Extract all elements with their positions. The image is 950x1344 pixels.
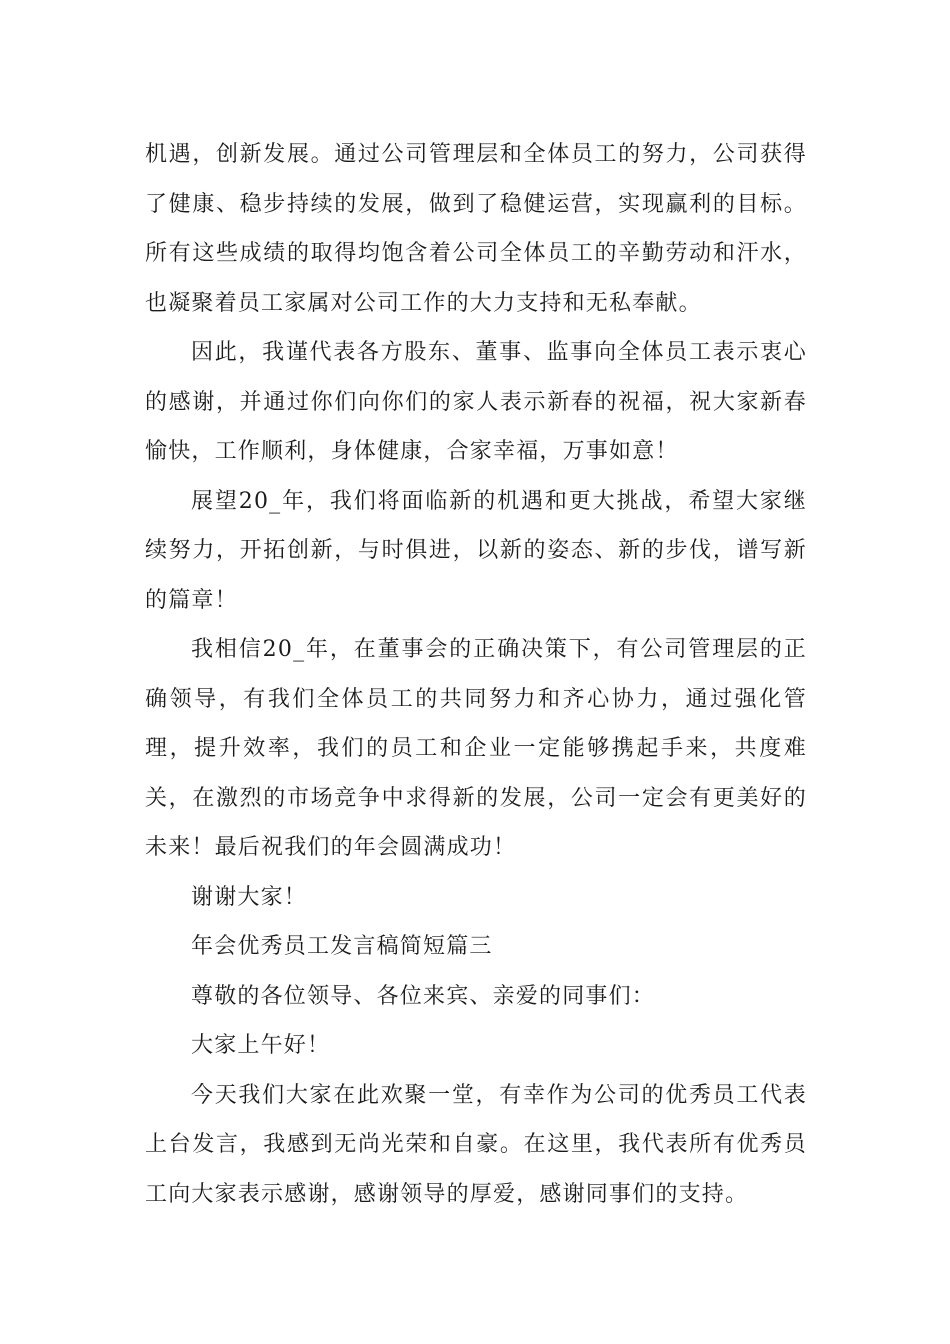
greeting: 大家上午好！	[191, 1033, 331, 1058]
paragraph-closing: 谢谢大家！	[191, 884, 308, 910]
paragraph-belief: 我相信20_年，在董事会的正确决策下，有公司管理层的正确领导，有我们全体员工的共同努力和齐心协力，通过强化管理，提升效率，我们的员工和企业一定能够携起手来，共度难关，在激烈的市场竞争中求得新的发展，公司一定会有更美好的未来！最后祝我们的年会圆满成功！	[145, 637, 807, 860]
section-heading: 年会优秀员工发言稿简短篇三	[191, 934, 493, 959]
paragraph-outlook: 展望20_年，我们将面临新的机遇和更大挑战，希望大家继续努力，开拓创新，与时俱进，以新的姿态、新的步伐，谱写新的篇章！	[145, 488, 807, 613]
paragraph-continuation: 机遇，创新发展。通过公司管理层和全体员工的努力，公司获得了健康、稳步持续的发展，做到了稳健运营，实现赢利的目标。所有这些成绩的取得均饱含着公司全体员工的辛勤劳动和汗水，也凝聚着员工家属对公司工作的大力支持和无私奉献。	[145, 142, 807, 316]
salutation: 尊敬的各位领导、各位来宾、亲爱的同事们：	[191, 983, 656, 1009]
paragraph-intro: 今天我们大家在此欢聚一堂，有幸作为公司的优秀员工代表上台发言，我感到无尚光荣和自豪。在这里，我代表所有优秀员工向大家表示感谢，感谢领导的厚爱，感谢同事们的支持。	[145, 1082, 807, 1207]
paragraph-thanks: 因此，我谨代表各方股东、董事、监事向全体员工表示衷心的感谢，并通过你们向你们的家人表示新春的祝福，祝大家新春愉快，工作顺利，身体健康，合家幸福，万事如意！	[145, 340, 807, 464]
document-body	[145, 130, 807, 1219]
